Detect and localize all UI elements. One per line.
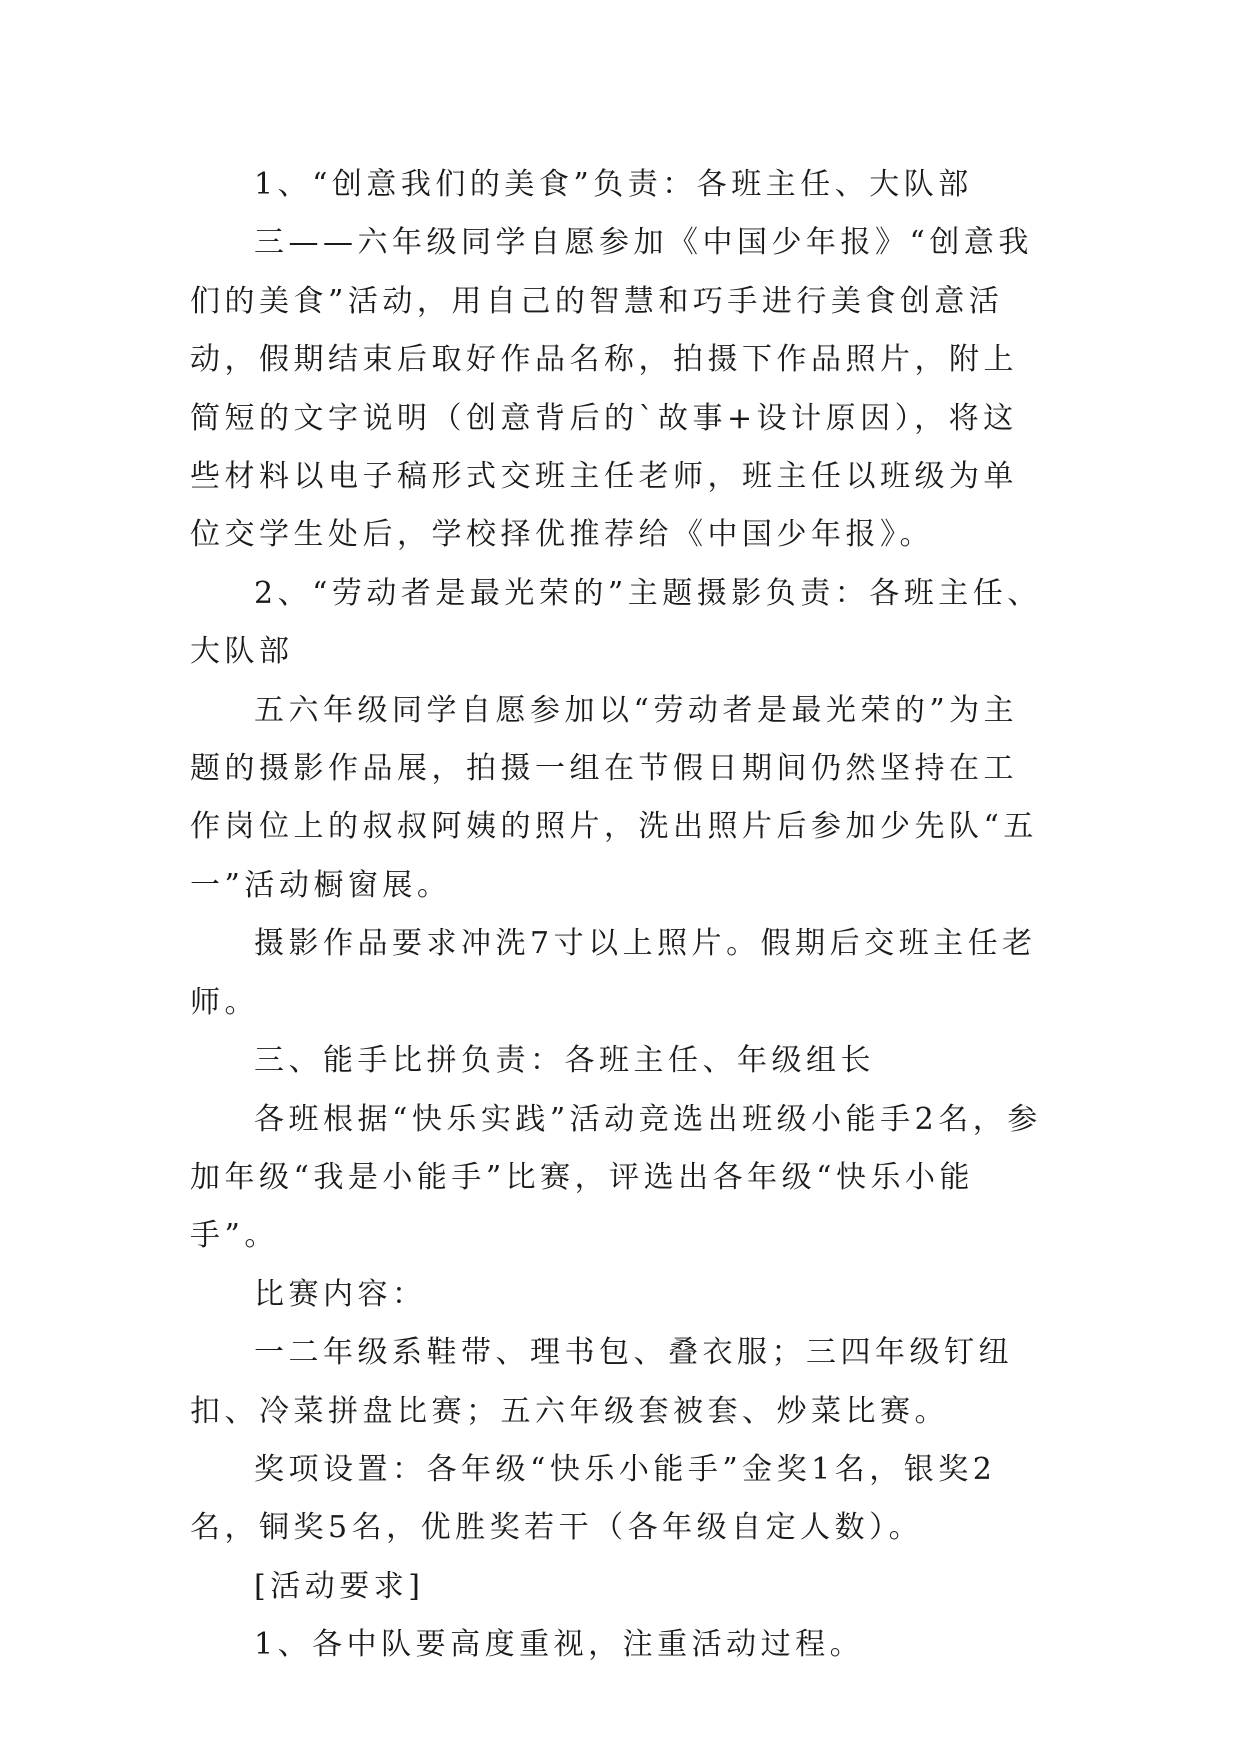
paragraph-requirements-heading: [活动要求] (254, 1568, 425, 1604)
paragraph-competition-content: 一二年级系鞋带、理书包、叠衣服；三四年级钉纽扣、冷菜拼盘比赛；五六年级套被套、炒菜比赛。 (190, 1335, 1013, 1429)
document-body (190, 156, 1050, 1675)
paragraph-requirement-1: 1、各中队要高度重视，注重活动过程。 (254, 1627, 865, 1663)
paragraph-photography-details: 五六年级同学自愿参加以“劳动者是最光荣的”为主题的摄影作品展，拍摄一组在节假日期间仍然坚持在工作岗位上的叔叔阿姨的照片，洗出照片后参加少先队“五一”活动橱窗展。 (190, 692, 1038, 903)
paragraph-section-3-heading: 三、能手比拼负责：各班主任、年级组长 (254, 1043, 875, 1079)
paragraph-awards: 奖项设置：各年级“快乐小能手”金奖1名，银奖2名，铜奖5名，优胜奖若干（各年级自定人数）。 (190, 1451, 997, 1546)
paragraph-section-1-heading: 1、“创意我们的美食”负责：各班主任、大队部 (254, 167, 973, 202)
paragraph-competition-details: 各班根据“快乐实践”活动竞选出班级小能手2名，参加年级“我是小能手”比赛，评选出各年级“快乐小能手”。 (190, 1101, 1042, 1254)
paragraph-photo-requirements: 摄影作品要求冲洗7寸以上照片。假期后交班主任老师。 (190, 926, 1037, 1020)
paragraph-creative-food-details: 三——六年级同学自愿参加《中国少年报》“创意我们的美食”活动，用自己的智慧和巧手进行美食创意活动，假期结束后取好作品名称，拍摄下作品照片，附上简短的文字说明（创意背后的`故事+设计原因），将这些材料以电子稿形式交班主任老师，班主任以班级为单位交学生处后，学校择优推荐给《中国少年报》。 (190, 225, 1033, 553)
paragraph-competition-content-label: 比赛内容： (254, 1276, 427, 1312)
paragraph-section-2-heading: 2、“劳动者是最光荣的”主题摄影负责：各班主任、大队部 (190, 575, 1042, 670)
